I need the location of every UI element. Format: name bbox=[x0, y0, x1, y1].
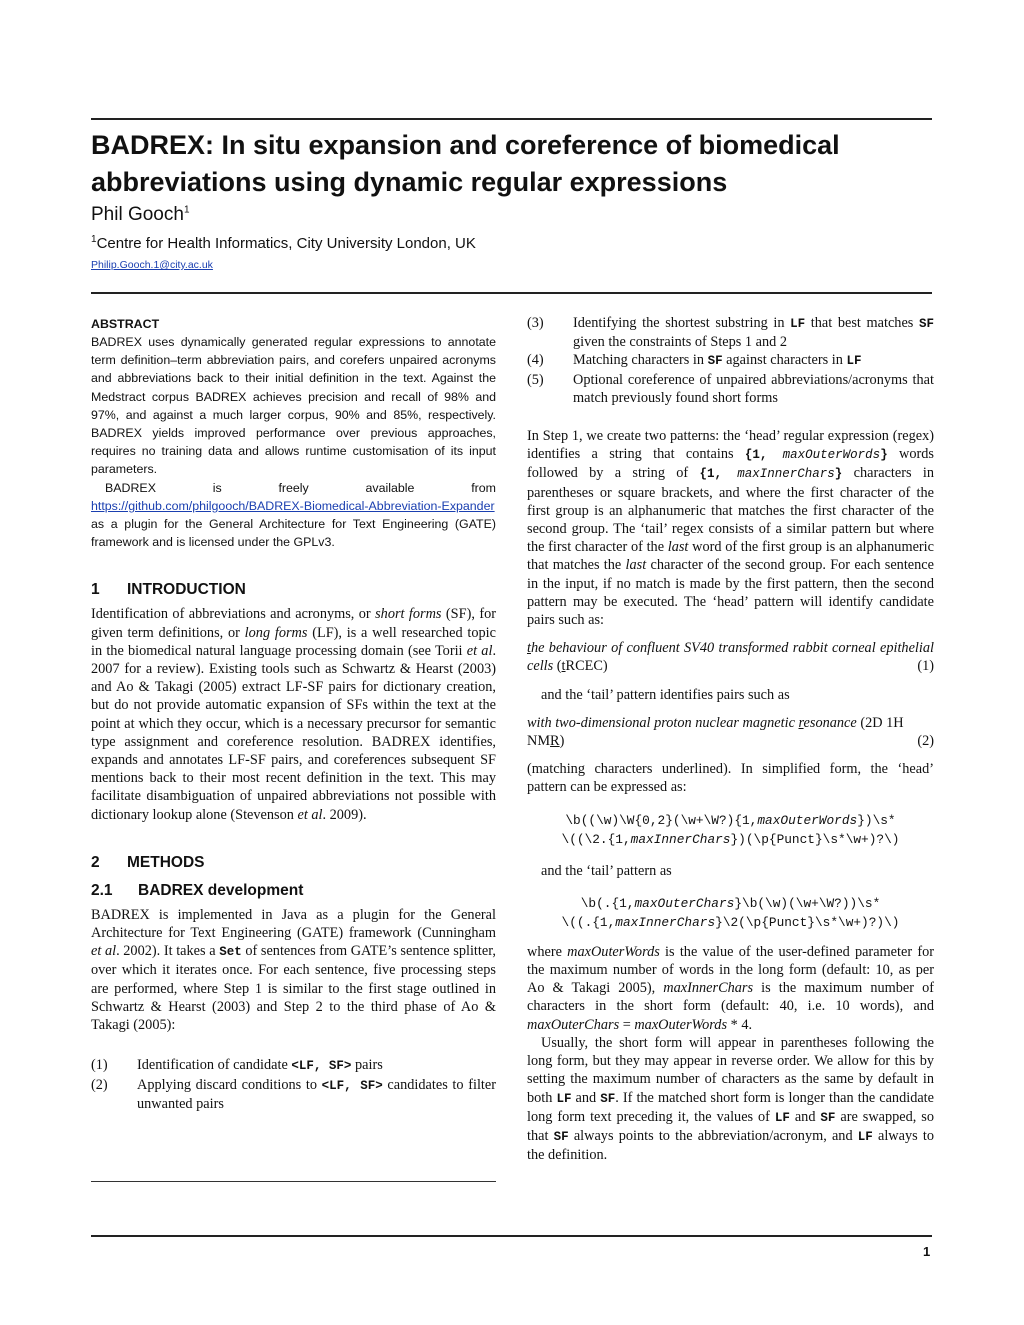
section-methods-heading: 2 METHODS bbox=[91, 853, 205, 871]
author-email-link[interactable]: Philip.Gooch.1@city.ac.uk bbox=[91, 259, 213, 271]
tail-regex: \b(.{1,maxOuterChars}\b(\w)(\w+\W?))\s* \((.{1,maxInnerChars}\2(\p{Punct}\s*\w+)?)\) bbox=[561, 895, 900, 931]
affiliation: $^1$Centre for Health Informatics, City University London, UK bbox=[91, 234, 476, 252]
simplified-paragraph: (matching characters underlined). In simplified form, the ‘head’ pattern can be expressed as: bbox=[527, 761, 934, 796]
abstract-availability: BADREX is freely available from https://github.com/philgooch/BADREX-Biomedical-Abbreviation-Expander as a plugin for the General Architecture for Text Engineering (GATE) framework and is licensed under the GPLv3. bbox=[91, 480, 496, 550]
github-link[interactable]: https://github.com/philgooch/BADREX-Biomedical-Abbreviation-Expander bbox=[91, 498, 495, 513]
methods-paragraph: BADREX is implemented in Java as a plugin for the General Architecture for Text Engineering (GATE) framework (Cunningham et al. 2002). It takes a Set of sentences from GATE’s sentence splitter, over which it iterates once. For each sentence, five processing steps are performed, where Step 1 is similar to the first stage outlined in Schwartz & Hearst (2003) and Step 2 to the third phase of Ao & Takagi (2005): bbox=[91, 906, 496, 1034]
footer-rule bbox=[91, 1235, 932, 1237]
header-rule bbox=[91, 292, 932, 294]
right-column bbox=[527, 314, 934, 1164]
example-2-number: (2) bbox=[917, 733, 934, 750]
step-item: (2) Applying discard conditions to <LF, SF> candidates to filter unwanted pairs bbox=[91, 1076, 496, 1112]
section-introduction-heading: 1 INTRODUCTION bbox=[91, 581, 246, 599]
subsection-badrex-development-heading: 2.1 BADREX development bbox=[91, 881, 304, 899]
example-1: the behaviour of confluent SV40 transformed rabbit corneal epithelial cells (tRCEC) (1) bbox=[527, 640, 934, 675]
tail-intro: and the ‘tail’ pattern identifies pairs such as bbox=[541, 686, 790, 703]
step1-paragraph: In Step 1, we create two patterns: the ‘head’ regular expression (regex) identifies a string that contains {1, maxOuterWords} words followed by a string of {1, maxInnerChars} characters in parentheses or square brackets, and where the first character of the first group is an alphanumeric that matches the first character of the second group. The ‘tail’ regex consists of a similar pattern but where the first character of the last word of the first group is an alphanumeric that matches the last character of the second group. For each sentence in the input, if no match is made by the first pattern, then the second pattern may be executed. The ‘head’ pattern will identify candidate pairs such as: bbox=[527, 428, 934, 629]
top-rule bbox=[91, 118, 932, 120]
left-column bbox=[91, 312, 496, 1113]
example-2: with two-dimensional proton nuclear magnetic resonance (2D 1H NMR) (2) bbox=[527, 714, 934, 750]
abstract-heading: ABSTRACT bbox=[91, 317, 160, 331]
author-name: Phil Gooch$^1$ bbox=[91, 204, 190, 225]
usually-paragraph: Usually, the short form will appear in parentheses following the long form, but they may appear in reverse order. We allow for this by setting the maximum number of characters as the same by default in both LF and SF. If the matched short form is longer than the candidate long form text preceding it, the values of LF and SF are swapped, so that SF always points to the abbreviation/acronym, and LF always to the definition. bbox=[527, 1034, 935, 1164]
paper-title: BADREX: In situ expansion and coreference of biomedical abbreviations using dynamic regular expressions bbox=[91, 130, 840, 197]
example-1-number: (1) bbox=[917, 658, 934, 675]
where-paragraph: where maxOuterWords is the value of the user-defined parameter for the maximum number of words in the long form (default: 10, as per Ao & Takagi 2005), maxInnerChars is the maximum number of characters in the short form (default: 40, i.e. 10 words), and maxOuterChars = maxOuterWords * 4. bbox=[527, 943, 934, 1033]
left-column-end-rule bbox=[91, 1181, 496, 1182]
step-item: (4) Matching characters in SF against characters in LF bbox=[527, 352, 862, 369]
step-item: (1) Identification of candidate <LF, SF> pairs bbox=[91, 1057, 383, 1074]
head-regex: \b((\w)\W{0,2}(\w+\W?){1,maxOuterWords})\s* \((\2.{1,maxInnerChars})(\p{Punct}\s*\w+)?\) bbox=[561, 812, 900, 848]
tail-pattern-intro: and the ‘tail’ pattern as bbox=[541, 862, 672, 879]
step-item: (3) Identifying the shortest substring in LF that best matches SF given the constraints of Steps 1 and 2 bbox=[527, 315, 935, 351]
page-number: 1 bbox=[923, 1244, 931, 1259]
abstract-paragraph: BADREX uses dynamically generated regular expressions to annotate term definition–term abbreviation pairs, and corefers unpaired acronyms and abbreviations back to their initial definition in the text. Against the Medstract corpus BADREX achieves precision and recall of 98% and 97%, and against a much larger corpus, 90% and 85%, respectively. BADREX yields improved performance over previous approaches, requires no training data and allows runtime customisation of its input parameters. bbox=[91, 335, 496, 477]
introduction-paragraph: Identification of abbreviations and acronyms, or short forms (SF), for given term definitions, or long forms (LF), is a well researched topic in the biomedical natural language processing domain (see Torii et al. 2007 for a review). Existing tools such as Schwartz & Hearst (2003) and Ao & Takagi (2005) extract LF-SF pairs for dictionary creation, but do not provide automatic expansion of SFs within the text at the point at which they occur, which is a necessary precursor for semantic type assignment and coreference resolution. BADREX identifies, expands and annotates LF-SF pairs, and coreferences subsequent SF mentions back to their most recent definition in the text. This may facilitate disambiguation of unpaired abbreviations not possible with dictionary lookup alone (Stevenson et al. 2009). bbox=[91, 606, 497, 823]
step-item: (5) Optional coreference of unpaired abbreviations/acronyms that match previously found short forms bbox=[527, 371, 934, 406]
